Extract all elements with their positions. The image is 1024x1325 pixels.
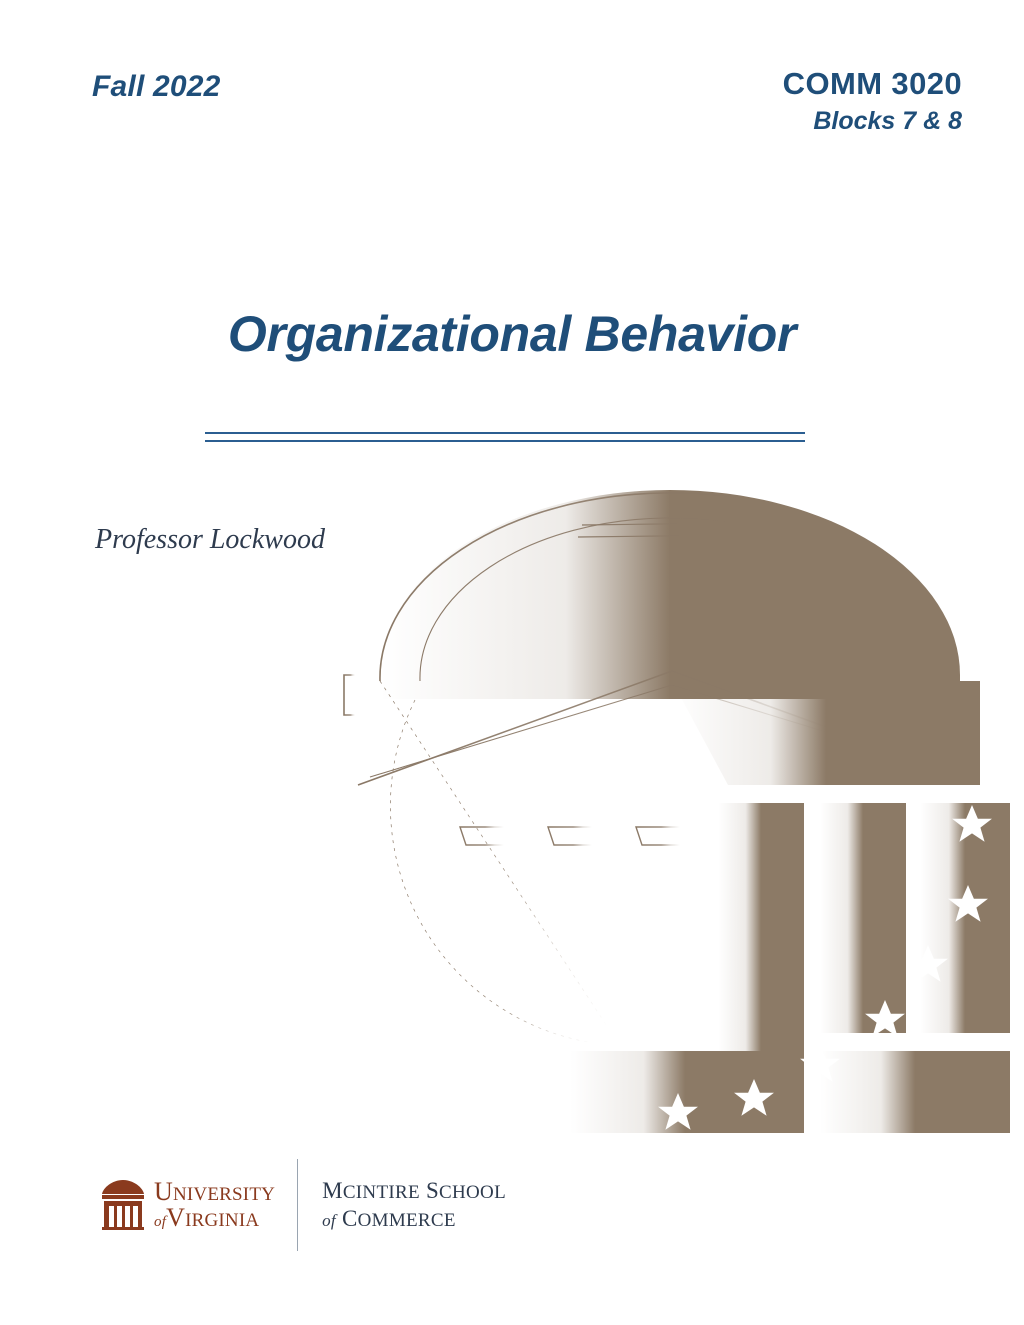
mcintire-school-label: MCINTIRE SCHOOL	[322, 1177, 506, 1203]
logo-divider	[297, 1159, 298, 1251]
uva-wordmark	[154, 1179, 275, 1231]
rotunda-illustration	[320, 485, 1010, 1160]
rotunda-mark-icon	[100, 1179, 146, 1231]
title-divider	[205, 432, 805, 442]
page-title: Organizational Behavior	[227, 306, 797, 362]
mcintire-commerce-label: COMMERCE	[341, 1206, 456, 1231]
uva-logo	[100, 1179, 275, 1231]
uva-word-university: UNIVERSITY	[154, 1177, 276, 1206]
uva-word-of: of	[154, 1214, 167, 1230]
mcintire-wordmark	[322, 1177, 506, 1233]
mcintire-of: of	[322, 1211, 336, 1230]
uva-word-virginia: VIRGINIA	[166, 1203, 260, 1232]
course-blocks: Blocks 7 & 8	[813, 106, 962, 135]
term-label: Fall 2022	[92, 70, 221, 103]
instructor-name: Professor Lockwood	[95, 524, 325, 555]
course-code: COMM 3020	[782, 66, 962, 101]
course-info	[783, 68, 962, 136]
logo-lockup	[100, 1155, 520, 1255]
